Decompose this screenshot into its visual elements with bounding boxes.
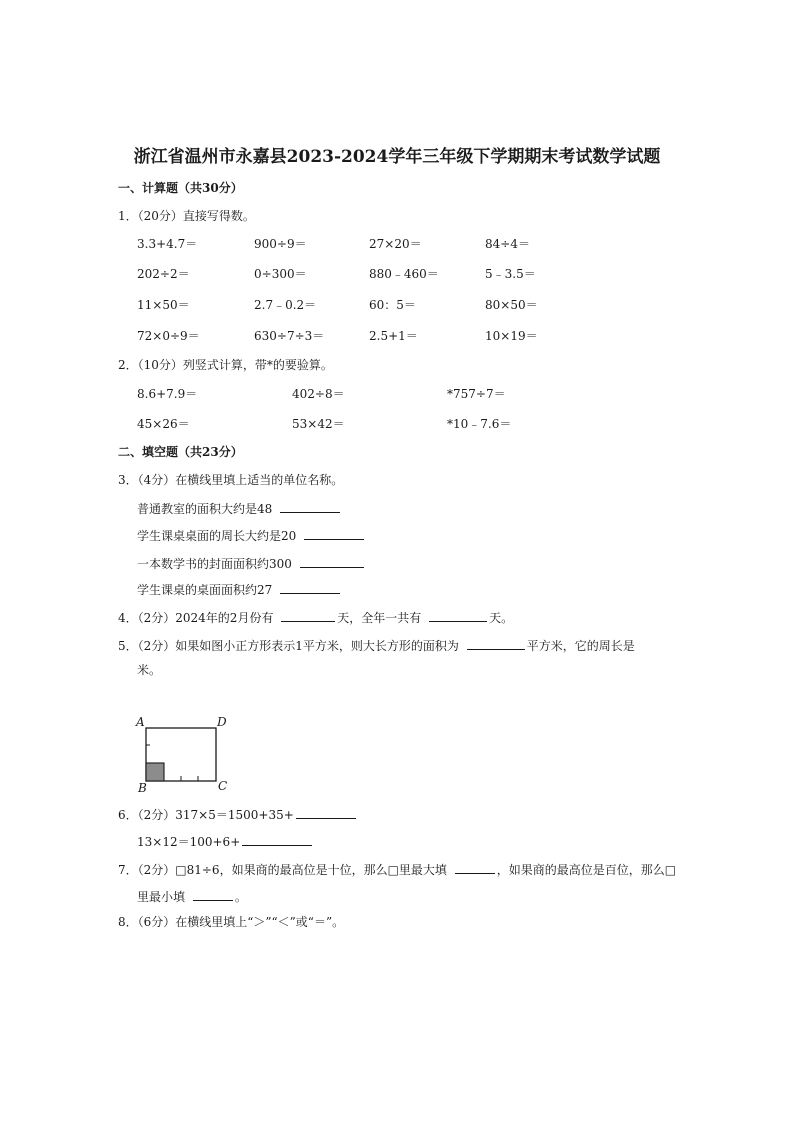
q4-text-2: 天，全年一共有: [337, 611, 422, 625]
q4-text-1: 4．（2分）2024年的2月份有: [118, 611, 274, 625]
answer-blank[interactable]: [455, 861, 495, 874]
vertex-label-c: C: [218, 779, 228, 793]
q5-text-2: 平方米，它的周长是: [526, 639, 635, 653]
question-7: [118, 861, 676, 878]
question-1-stem: 1．（20分）直接写得数。: [118, 209, 255, 223]
page-title: 浙江省温州市永嘉县2023-2024学年三年级下学期期末考试数学试题: [133, 147, 661, 167]
answer-blank[interactable]: [193, 888, 233, 901]
q1-item: 60：5＝: [369, 298, 416, 312]
q1-item: 880﹣460＝: [369, 267, 439, 281]
question-6-line-1: [118, 806, 358, 823]
q1-item: 202÷2＝: [137, 267, 190, 281]
q1-item: 11×50＝: [137, 298, 190, 312]
q1-item: 72×0÷9＝: [137, 329, 200, 343]
q7-text-3: 里最小填: [137, 890, 186, 904]
q7-text-1: 7．（2分）□81÷6，如果商的最高位是十位，那么□里最大填: [118, 863, 447, 877]
vertex-label-d: D: [217, 715, 227, 729]
q1-item: 27×20＝: [369, 237, 422, 251]
question-3-stem: 3．（4分）在横线里填上适当的单位名称。: [118, 473, 344, 487]
q2-item: *10﹣7.6＝: [447, 417, 512, 431]
q5-text-1: 5．（2分）如果如图小正方形表示1平方米，则大长方形的面积为: [118, 639, 459, 653]
question-7-line-2: [137, 888, 247, 905]
answer-blank[interactable]: [280, 581, 340, 594]
q4-text-3: 天。: [489, 611, 514, 625]
q3-line: [137, 500, 342, 517]
question-2-stem: 2．（10分）列竖式计算，带*的要验算。: [118, 358, 333, 372]
section-heading-fill-in: 二、填空题（共23分）: [118, 445, 243, 459]
answer-blank[interactable]: [280, 500, 340, 513]
q3-line: [137, 581, 342, 598]
q2-item: 53×42＝: [292, 417, 345, 431]
vertex-label-a: A: [136, 715, 145, 729]
q2-item: 8.6+7.9＝: [137, 387, 198, 401]
q1-item: 2.5+1＝: [369, 329, 418, 343]
q3-line: [137, 527, 366, 544]
q1-item: 84÷4＝: [485, 237, 530, 251]
answer-blank[interactable]: [304, 527, 364, 540]
q1-item: 0÷300＝: [254, 267, 307, 281]
q3-line-text: 普通教室的面积大约是48: [137, 502, 273, 516]
q1-item: 3.3+4.7＝: [137, 237, 198, 251]
unit-square: [146, 763, 164, 781]
answer-blank[interactable]: [300, 555, 364, 568]
answer-blank[interactable]: [296, 806, 356, 819]
question-8-stem: 8．（6分）在横线里填上“＞”“＜”或“＝”。: [118, 915, 345, 929]
q1-item: 10×19＝: [485, 329, 538, 343]
q5-line-2: 米。: [137, 663, 162, 677]
q7-text-4: 。: [234, 890, 247, 904]
q2-item: *757÷7＝: [447, 387, 506, 401]
q1-item: 80×50＝: [485, 298, 538, 312]
answer-blank[interactable]: [242, 833, 312, 846]
q1-item: 2.7﹣0.2＝: [254, 298, 317, 312]
vertex-label-b: B: [138, 781, 147, 794]
q2-item: 45×26＝: [137, 417, 190, 431]
q1-item: 5﹣3.5＝: [485, 267, 536, 281]
answer-blank[interactable]: [467, 637, 525, 650]
answer-blank[interactable]: [281, 609, 335, 622]
question-5: [118, 637, 635, 654]
q3-line-text: 学生课桌的桌面面积约27: [137, 583, 273, 597]
q1-item: 900÷9＝: [254, 237, 307, 251]
q6-text-1: 6．（2分）317×5＝1500+35+: [118, 808, 294, 822]
q1-item: 630÷7÷3＝: [254, 329, 325, 343]
question-6-line-2: [137, 833, 314, 850]
rectangle-figure: [130, 712, 240, 794]
q3-line: [137, 555, 366, 572]
q3-line-text: 一本数学书的封面面积约300: [137, 557, 292, 571]
section-heading-calculation: 一、计算题（共30分）: [118, 181, 243, 195]
question-4: [118, 609, 513, 626]
answer-blank[interactable]: [429, 609, 487, 622]
q2-item: 402÷8＝: [292, 387, 345, 401]
q3-line-text: 学生课桌桌面的周长大约是20: [137, 529, 297, 543]
q6-text-2: 13×12＝100+6+: [137, 835, 241, 849]
q7-text-2: ，如果商的最高位是百位，那么□: [496, 863, 677, 877]
